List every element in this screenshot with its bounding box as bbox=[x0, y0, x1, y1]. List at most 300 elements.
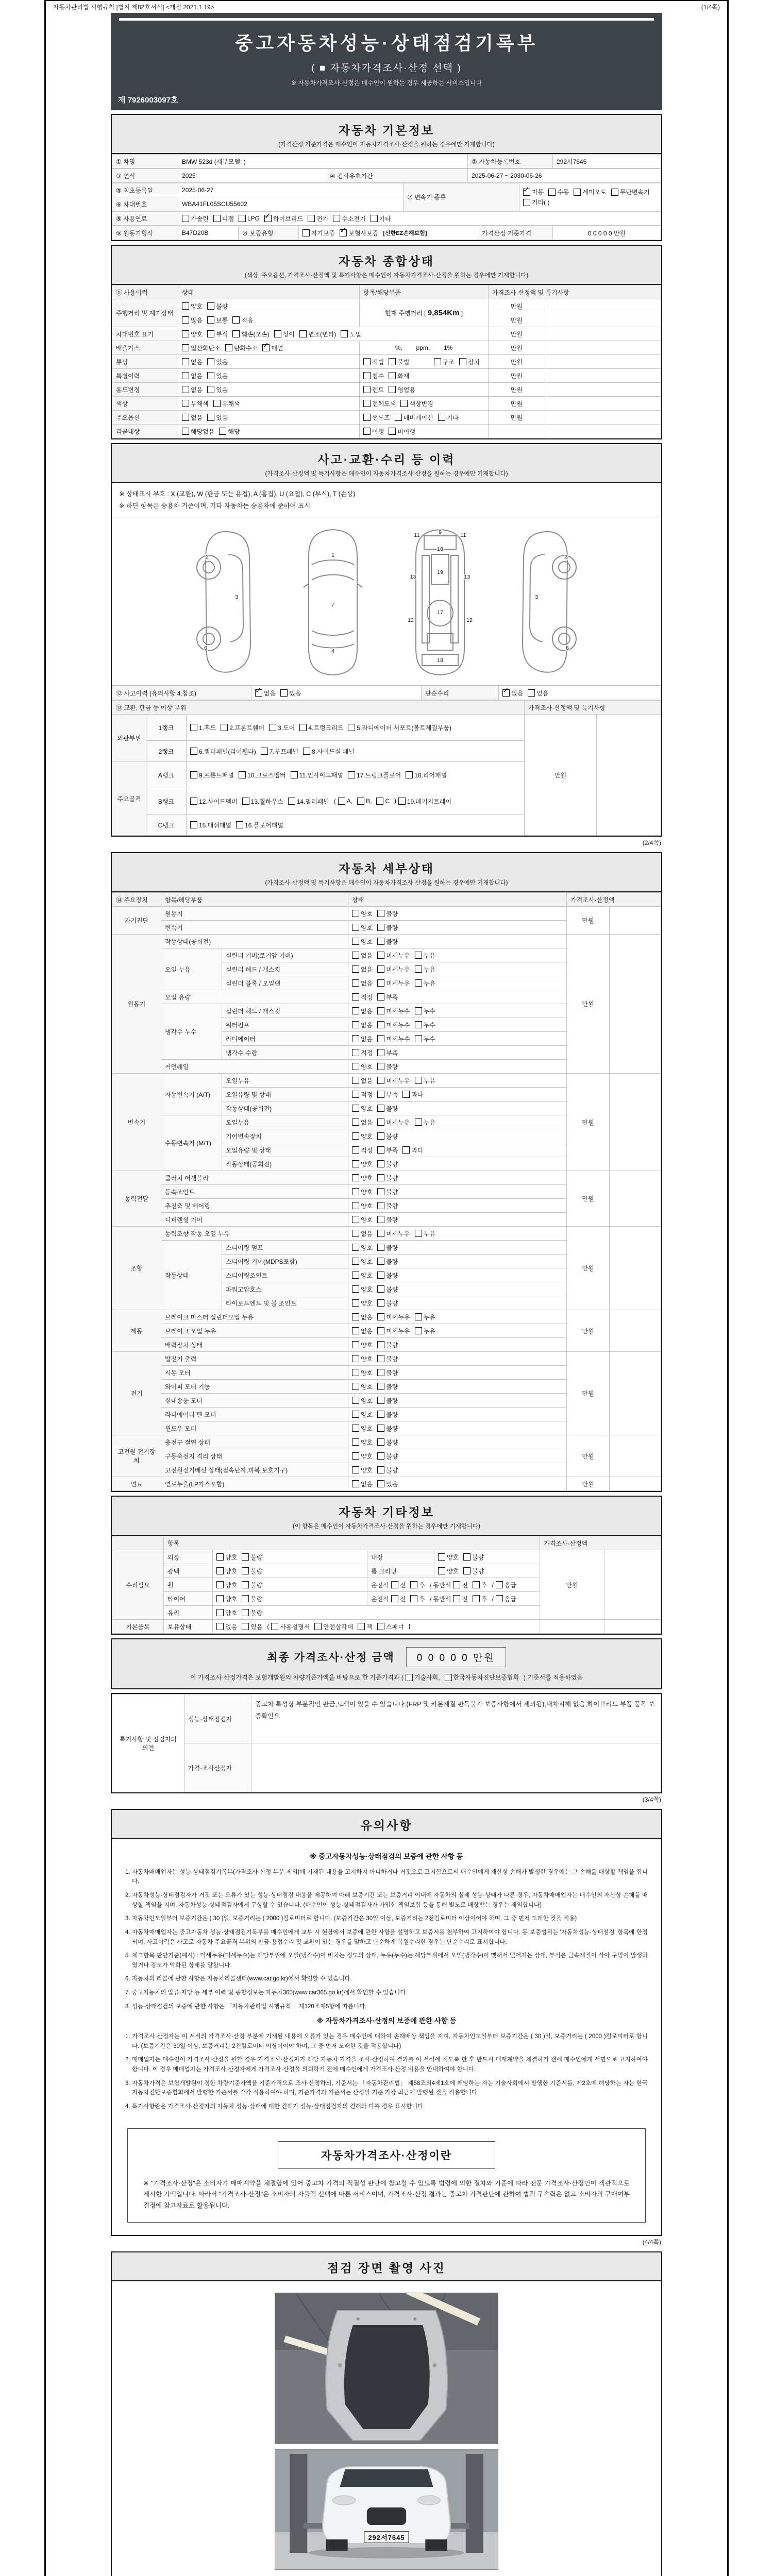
page-marker-3: (3/4쪽) bbox=[642, 1796, 661, 1803]
checkbox[interactable]: 12.사이드멤버 bbox=[190, 797, 238, 806]
checkbox[interactable]: 양호 bbox=[352, 1299, 373, 1308]
state-cell bbox=[213, 1578, 367, 1592]
checkbox[interactable]: 누유 bbox=[415, 1327, 435, 1335]
checkbox[interactable]: 누수 bbox=[415, 1035, 435, 1043]
checkbox[interactable]: 불량 bbox=[377, 1174, 398, 1182]
checkbox[interactable]: 있음 bbox=[207, 358, 228, 366]
checkbox[interactable]: B, bbox=[357, 798, 372, 805]
checkbox[interactable]: 양호 bbox=[352, 1243, 373, 1252]
note-cell bbox=[545, 425, 661, 438]
checkbox[interactable]: 수동 bbox=[548, 188, 569, 196]
checkbox[interactable]: 양호 bbox=[352, 1257, 373, 1266]
checkbox[interactable]: 양호 bbox=[352, 1424, 373, 1433]
checkbox[interactable]: 전 bbox=[453, 1581, 468, 1589]
checkbox[interactable]: 없음 bbox=[352, 965, 373, 974]
checkbox[interactable]: 후 bbox=[473, 1581, 488, 1589]
car-underbody-diagram bbox=[401, 524, 479, 679]
checkbox[interactable]: 세미오토 bbox=[574, 188, 606, 196]
checkbox[interactable]: 양호 bbox=[352, 1271, 373, 1280]
page-marker-4: (4/4쪽) bbox=[642, 2239, 661, 2246]
price-cell: 만원 bbox=[525, 715, 597, 836]
cell-label: 단순수리 bbox=[422, 686, 499, 700]
tuning-state bbox=[178, 355, 360, 369]
item-cell: 윈도우 모터 bbox=[161, 1421, 348, 1435]
item-cell: 와이퍼 모터 기능 bbox=[161, 1380, 348, 1394]
checkbox[interactable]: 불량 bbox=[377, 1188, 398, 1196]
checkbox[interactable]: 부족 bbox=[377, 1090, 398, 1099]
price-cell: 만원 bbox=[489, 355, 545, 369]
checkbox[interactable]: ✓ 매연 bbox=[262, 344, 283, 352]
checkbox[interactable]: 불량 bbox=[377, 1382, 398, 1391]
col-header: 항목/해당부품 bbox=[360, 285, 489, 299]
checkbox[interactable]: 불량 bbox=[242, 1553, 262, 1562]
diagram-number: 12 bbox=[408, 617, 414, 623]
color-item bbox=[360, 397, 489, 411]
cell-label: ④ 검사유효기간 bbox=[326, 169, 468, 183]
checkbox[interactable]: 양호 bbox=[182, 330, 203, 338]
checkbox[interactable]: 미세누유 bbox=[377, 1076, 410, 1085]
checkbox[interactable]: 도말 bbox=[341, 330, 361, 338]
checkbox[interactable]: 적정 bbox=[352, 1146, 373, 1155]
checkbox[interactable]: 스패너 bbox=[377, 1622, 404, 1631]
checkbox[interactable]: 없음 bbox=[182, 413, 203, 422]
state-cell bbox=[348, 1004, 567, 1018]
item-cell: 냉각수 수량 bbox=[222, 1046, 348, 1060]
checkbox[interactable]: 불량 bbox=[377, 1396, 398, 1405]
checkbox[interactable]: 불량 bbox=[377, 1104, 398, 1113]
checkbox[interactable]: 양호 bbox=[352, 923, 373, 932]
rank-cell: A랭크 bbox=[146, 762, 187, 788]
cell-label: ⑩ 보증유형 bbox=[239, 226, 299, 240]
checkbox[interactable]: 2.프론트휀더 bbox=[221, 723, 264, 732]
item-cell: 작동상태(공회전) bbox=[222, 1101, 348, 1115]
checkbox[interactable]: 누유 bbox=[415, 951, 435, 960]
diagram-number: 7 bbox=[331, 602, 334, 608]
checkbox[interactable]: 양호 bbox=[352, 1285, 373, 1294]
state-cell bbox=[348, 1296, 567, 1310]
state-cell bbox=[213, 1606, 540, 1620]
fuel-options bbox=[178, 212, 661, 226]
item-cell: 원동기 bbox=[161, 907, 348, 921]
checkbox[interactable]: 불량 bbox=[377, 1257, 398, 1266]
checkbox[interactable]: 누유 bbox=[415, 1313, 435, 1321]
checkbox[interactable]: 16.플로어패널 bbox=[236, 821, 283, 829]
checkbox[interactable]: 불량 bbox=[377, 1160, 398, 1168]
checkbox[interactable]: 적정 bbox=[352, 993, 373, 1002]
notice-item: 7. 중고자동차의 압류·저당 등 세부 이력 및 종합정보는 자동차365(www.car365.go.kr)에서 확인할 수 있습니다. bbox=[125, 1990, 408, 1996]
checkbox[interactable]: 적음 bbox=[232, 316, 253, 325]
vin-state bbox=[178, 327, 489, 341]
checkbox[interactable]: 불량 bbox=[463, 1567, 484, 1575]
checkbox[interactable]: 장치 bbox=[459, 358, 480, 366]
checkbox[interactable]: 18.리어패널 bbox=[406, 771, 447, 779]
checkbox[interactable]: 양호 bbox=[352, 1215, 373, 1224]
parts-checklist bbox=[187, 715, 525, 741]
state-cell bbox=[348, 1338, 567, 1352]
section-subtitle: (가격조사·산정액 및 특기사항은 매수인이 자동차가격조사·산정을 원하는 경우에만 기재합니다) bbox=[265, 880, 508, 886]
note-cell bbox=[610, 1227, 661, 1310]
checkbox[interactable]: 양호 bbox=[438, 1567, 459, 1575]
checkbox[interactable]: 미세누유 bbox=[377, 951, 410, 960]
checkbox[interactable]: 침수 bbox=[363, 371, 384, 380]
checkbox[interactable]: 부족 bbox=[377, 1048, 398, 1057]
checkbox[interactable]: 양호 bbox=[352, 1201, 373, 1210]
price-cell: 만원 bbox=[567, 1435, 610, 1477]
checkbox[interactable]: ✓ 하이브리드 bbox=[264, 214, 303, 223]
checkbox[interactable]: ✓ 보험사보증 bbox=[340, 229, 378, 238]
checkbox[interactable]: 불량 bbox=[377, 1201, 398, 1210]
checkbox[interactable]: 부족 bbox=[377, 993, 398, 1002]
checkbox[interactable]: 없음 bbox=[352, 1313, 373, 1321]
checkbox[interactable]: 19.패키지트레이 bbox=[398, 797, 451, 806]
checkbox[interactable]: 있음 bbox=[528, 689, 548, 698]
checkbox[interactable]: 많음 bbox=[182, 316, 203, 325]
checkbox[interactable]: 양호 bbox=[352, 1368, 373, 1377]
cell-label: 특별이력 bbox=[112, 369, 178, 383]
checkbox[interactable]: 없음 bbox=[352, 1021, 373, 1029]
checkbox[interactable]: 불량 bbox=[377, 937, 398, 946]
cell-value: 2025-06-27 bbox=[178, 183, 404, 197]
diagram-number: 4 bbox=[331, 648, 334, 654]
checkbox[interactable]: 불량 bbox=[377, 1452, 398, 1461]
checkbox[interactable]: 미세누유 bbox=[377, 1118, 410, 1127]
checkbox[interactable]: 과다 bbox=[402, 1146, 423, 1155]
checkbox[interactable]: 불량 bbox=[377, 1354, 398, 1363]
checkbox[interactable]: 불량 bbox=[463, 1553, 484, 1562]
checkbox[interactable]: 누수 bbox=[415, 1007, 435, 1015]
checkbox[interactable]: 없음 bbox=[352, 1007, 373, 1015]
group-cell: 원동기 bbox=[112, 935, 161, 1074]
inspector-opinion: 중고차 특성상 부분적인 판금,도색이 있을 수 있습니다.(FRP 및 카본재질 판독불가 보증사항에서 제외됨),내차피해 없음,하이브리드 부품 품목 보증확인요 bbox=[251, 1694, 661, 1743]
checkbox[interactable]: 영업용 bbox=[389, 385, 415, 394]
checkbox[interactable]: 화재 bbox=[389, 371, 409, 380]
checkbox[interactable]: 후 bbox=[410, 1581, 425, 1589]
checkbox[interactable]: 불량 bbox=[377, 1215, 398, 1224]
checkbox[interactable]: 네비게이션 bbox=[395, 413, 433, 422]
checkbox[interactable]: 불량 bbox=[377, 1062, 398, 1071]
cell-label: 튜닝 bbox=[112, 355, 178, 369]
checkbox[interactable]: 양호 bbox=[216, 1595, 237, 1603]
checkbox[interactable]: 일산화탄소 bbox=[182, 344, 221, 352]
checkbox[interactable]: 양호 bbox=[352, 1104, 373, 1113]
checkbox[interactable]: 7.루프패널 bbox=[261, 747, 298, 756]
checkbox[interactable]: 디젤 bbox=[213, 214, 234, 223]
checkbox[interactable]: 없음 bbox=[352, 1118, 373, 1127]
checkbox[interactable]: C bbox=[376, 798, 390, 805]
checkbox[interactable]: 불량 bbox=[377, 923, 398, 932]
checkbox[interactable]: 변조(변타) bbox=[299, 330, 336, 338]
group-cell: 수리필요 bbox=[112, 1550, 164, 1620]
checkbox[interactable]: 응급 bbox=[496, 1581, 516, 1589]
checkbox[interactable]: 양호 bbox=[352, 1062, 373, 1071]
checkbox[interactable]: 불량 bbox=[377, 1438, 398, 1447]
item-cell: 변속기 bbox=[161, 921, 348, 935]
checkbox[interactable]: 전기 bbox=[308, 214, 328, 223]
notice-item: 4. 자동차매매업자는 중고자동차 성능·상태점검기록부를 매수인에게 교부 시 현장에서 보증에 관한 사항을 설명하고 보증서를 첨부하여 고지하여야 합니다. 동 보증범위는 '자동차성능·상태점검' 항목에 한정되며, 사고이력은 사고로 자동차 주요골격 부위의 판금·용접수리 및 교환이 있는 경우를 말하고 단순하게 복원수리한 경우는 단순수리로 표시합니다. bbox=[125, 1929, 648, 1945]
note-cell bbox=[545, 369, 661, 383]
checkbox[interactable]: 11.인사이드패널 bbox=[291, 771, 343, 779]
checkbox[interactable]: 무단변속기 bbox=[611, 188, 650, 196]
checkbox[interactable]: 양호 bbox=[352, 1438, 373, 1447]
state-cell bbox=[213, 1592, 367, 1606]
checkbox[interactable]: 전 bbox=[453, 1595, 468, 1603]
checkbox[interactable]: 기타 bbox=[371, 214, 391, 223]
checkbox[interactable]: 유채색 bbox=[213, 399, 240, 408]
checkbox[interactable]: 없음 bbox=[216, 1622, 237, 1631]
checkbox[interactable]: 양호 bbox=[216, 1608, 237, 1617]
checkbox[interactable]: 해당 bbox=[219, 427, 240, 436]
checkbox[interactable]: 미세누수 bbox=[377, 1007, 410, 1015]
checkbox[interactable]: 불량 bbox=[377, 1132, 398, 1141]
document-number: 제 7926003097호 bbox=[118, 96, 178, 105]
state-cell bbox=[348, 1408, 567, 1421]
checkbox[interactable]: 양호 bbox=[438, 1553, 459, 1562]
checkbox[interactable]: ✓ 없음 bbox=[255, 689, 276, 698]
checkbox[interactable]: 없음 bbox=[352, 979, 373, 988]
col-header: 가격조사·산정액 및 특기사항 bbox=[489, 285, 661, 299]
checkbox[interactable]: 한국자동차진단보증협회 bbox=[445, 1673, 519, 1682]
checkbox[interactable]: 불량 bbox=[377, 1299, 398, 1308]
checkbox[interactable]: 양호 bbox=[352, 1160, 373, 1168]
detail-band bbox=[112, 853, 661, 892]
checkbox[interactable]: 훼손(오손) bbox=[232, 330, 269, 338]
checkbox[interactable]: 불량 bbox=[377, 1424, 398, 1433]
subgroup-cell: 수동변속기 (M/T) bbox=[161, 1115, 222, 1171]
checkbox[interactable]: 미세누수 bbox=[377, 1035, 410, 1043]
recall-item bbox=[360, 425, 489, 438]
item-cell: 라디에이터 bbox=[222, 1032, 348, 1046]
checkbox[interactable]: 양호 bbox=[352, 1466, 373, 1475]
checkbox[interactable]: 있음 bbox=[377, 1480, 398, 1488]
checkbox[interactable]: 양호 bbox=[352, 1132, 373, 1141]
checkbox[interactable]: 양호 bbox=[216, 1567, 237, 1575]
item-cell: 오일누유 bbox=[222, 1074, 348, 1088]
checkbox[interactable]: 있음 bbox=[280, 689, 301, 698]
warranty-options: 자가보증 ✓ 보험사보증 [신한EZ손해보험] bbox=[299, 226, 478, 240]
checkbox[interactable]: 있음 bbox=[207, 385, 228, 394]
state-cell bbox=[348, 1463, 567, 1477]
checkbox[interactable]: 양호 bbox=[352, 1341, 373, 1349]
checkbox[interactable]: A, bbox=[338, 798, 352, 805]
checkbox[interactable]: 기술사회, bbox=[406, 1673, 440, 1682]
item-cell: 스티어링 펌프 bbox=[222, 1241, 348, 1255]
checkbox[interactable]: 색상변경 bbox=[400, 399, 433, 408]
checkbox[interactable]: 안전삼각대 bbox=[314, 1622, 353, 1631]
checkbox[interactable]: 양호 bbox=[352, 1410, 373, 1419]
checkbox[interactable]: 누유 bbox=[415, 1229, 435, 1238]
checkbox[interactable]: 10.크로스멤버 bbox=[239, 771, 286, 779]
legend-note: ※ 하단 항목은 승용차 기준이며, 기타 자동차는 승용차에 준하여 표시 bbox=[119, 502, 311, 510]
checkbox[interactable]: 미세누유 bbox=[377, 965, 410, 974]
checkbox[interactable]: ✓ 자동 bbox=[523, 188, 544, 196]
col-header: ⑬ 교환, 판금 등 이상 부위 bbox=[112, 701, 525, 715]
checkbox[interactable]: 양호 bbox=[352, 909, 373, 918]
checkbox[interactable]: 9.프론트패널 bbox=[190, 771, 234, 779]
checkbox[interactable]: 보통 bbox=[207, 316, 228, 325]
item-cell: 추진축 및 베어링 bbox=[161, 1199, 348, 1213]
checkbox[interactable]: 부식 bbox=[207, 330, 228, 338]
state-cell bbox=[348, 1046, 567, 1060]
checkbox[interactable]: 4.트렁크리드 bbox=[299, 723, 343, 732]
checkbox[interactable]: 양호 bbox=[352, 937, 373, 946]
checkbox[interactable]: 없음 bbox=[352, 1327, 373, 1335]
checkbox[interactable]: 자가보증 bbox=[303, 229, 335, 238]
section-photos bbox=[111, 2251, 662, 2576]
checkbox[interactable]: 양호 bbox=[352, 1382, 373, 1391]
checkbox[interactable]: 양호 bbox=[352, 1396, 373, 1405]
cell-label: 휠 bbox=[164, 1578, 213, 1592]
checkbox[interactable]: 있음 bbox=[207, 371, 228, 380]
checkbox[interactable]: 이행 bbox=[363, 427, 384, 436]
checkbox[interactable]: 양호 bbox=[352, 1188, 373, 1196]
inspection-photo-hood bbox=[275, 2293, 498, 2444]
checkbox[interactable]: 적정 bbox=[352, 1048, 373, 1057]
checkbox[interactable]: 불량 bbox=[242, 1595, 262, 1603]
checkbox[interactable]: 양호 bbox=[216, 1553, 237, 1562]
checkbox[interactable]: 전체도색 bbox=[363, 399, 396, 408]
diagram-number: 13 bbox=[464, 574, 470, 580]
checkbox[interactable]: 불량 bbox=[242, 1567, 262, 1575]
item-cell: 오일누유 bbox=[222, 1115, 348, 1129]
section-title: 자동차 기본정보 bbox=[339, 124, 434, 137]
col-header: 항목/해당부품 bbox=[161, 893, 348, 907]
checkbox[interactable]: 양호 bbox=[352, 1452, 373, 1461]
checkbox[interactable]: 부족 bbox=[377, 1146, 398, 1155]
checkbox[interactable]: 없음 bbox=[352, 1480, 373, 1488]
rank-cell: C랭크 bbox=[146, 815, 187, 836]
checkbox[interactable]: 미세누유 bbox=[377, 1327, 410, 1335]
checkbox[interactable]: 없음 bbox=[352, 1035, 373, 1043]
note-cell bbox=[545, 327, 661, 341]
checkbox[interactable]: 해당없음 bbox=[182, 427, 214, 436]
checkbox[interactable]: 불량 bbox=[377, 1410, 398, 1419]
checkbox[interactable]: 6.쿼터패널(리어휀다) bbox=[190, 747, 256, 756]
checkbox[interactable]: 탄화수소 bbox=[225, 344, 258, 352]
checkbox[interactable]: 응급 bbox=[496, 1595, 516, 1603]
checkbox[interactable]: 불량 bbox=[377, 1271, 398, 1280]
checkbox[interactable]: 양호 bbox=[216, 1581, 237, 1589]
checkbox[interactable]: 불량 bbox=[377, 909, 398, 918]
checkbox[interactable]: 가솔린 bbox=[182, 214, 209, 223]
car-side-left-diagram bbox=[187, 524, 264, 679]
section-accident-history bbox=[111, 443, 662, 837]
col-header: 가격조사·산정액 및 특기사항 bbox=[525, 701, 661, 715]
price-cell: 만원 bbox=[540, 1550, 604, 1620]
checkbox[interactable]: 양호 bbox=[182, 302, 203, 311]
checkbox[interactable]: 5.라디에이터 서포트(볼트체결부품) bbox=[348, 723, 451, 732]
checkbox[interactable]: LPG bbox=[239, 215, 260, 222]
cell-value: BMW 523d (세부모델: ) bbox=[178, 155, 468, 168]
checkbox[interactable]: 미세누유 bbox=[377, 1313, 410, 1321]
checkbox[interactable]: 불량 bbox=[377, 1285, 398, 1294]
checkbox[interactable]: 15.대쉬패널 bbox=[190, 821, 231, 829]
note-cell bbox=[604, 1550, 661, 1620]
checkbox[interactable]: 불량 bbox=[377, 1368, 398, 1377]
checkbox[interactable]: 과다 bbox=[402, 1090, 423, 1099]
checkbox[interactable]: 있음 bbox=[207, 413, 228, 422]
item-cell: 실린더 커버(로커암 커버) bbox=[222, 948, 348, 962]
rank-cell: 1랭크 bbox=[146, 715, 187, 741]
item-cell: 실린더 헤드 / 개스킷 bbox=[222, 1004, 348, 1018]
checkbox[interactable]: 없음 bbox=[182, 358, 203, 366]
checkbox[interactable]: 불량 bbox=[207, 302, 228, 311]
checkbox[interactable]: 누수 bbox=[415, 1021, 435, 1029]
document-note: ※ 자동차가격조사·산정은 매수인이 원하는 경우 제공하는 서비스입니다 bbox=[291, 79, 482, 87]
checkbox[interactable]: 없음 bbox=[182, 371, 203, 380]
checkbox[interactable]: 있음 bbox=[242, 1622, 262, 1631]
group-cell: 기본품목 bbox=[112, 1620, 164, 1634]
price-cell: 만원 bbox=[567, 1477, 610, 1491]
checkbox[interactable]: 누유 bbox=[415, 965, 435, 974]
checkbox[interactable]: 기타 bbox=[438, 413, 459, 422]
checkbox[interactable]: 불량 bbox=[377, 1341, 398, 1349]
checkbox[interactable]: 8.사이드실 패널 bbox=[303, 747, 355, 756]
state-cell bbox=[348, 921, 567, 935]
checkbox[interactable]: 수소전기 bbox=[333, 214, 365, 223]
checkbox[interactable]: 불량 bbox=[377, 1466, 398, 1475]
checkbox[interactable]: 렌트 bbox=[363, 385, 384, 394]
section-subtitle: (가격산정 기준가격은 매수인이 자동차가격조사·산정을 원하는 경우에만 기재합니다) bbox=[278, 142, 495, 148]
checkbox[interactable]: 잭 bbox=[358, 1622, 373, 1631]
checkbox[interactable]: 무채색 bbox=[182, 399, 209, 408]
checkbox[interactable]: 없음 bbox=[182, 385, 203, 394]
checkbox[interactable]: 17.트렁크플로어 bbox=[348, 771, 401, 779]
checkbox[interactable]: 후 bbox=[473, 1595, 488, 1603]
checkbox[interactable]: 불량 bbox=[242, 1608, 262, 1617]
checkbox[interactable]: 1.후드 bbox=[190, 723, 216, 732]
checkbox[interactable]: 적법 bbox=[363, 358, 384, 366]
item-cell: 브레이크 마스터 실린더오일 누유 bbox=[161, 1310, 348, 1324]
state-cell bbox=[348, 1143, 567, 1157]
group-cell: 제동 bbox=[112, 1310, 161, 1352]
checkbox[interactable]: 누유 bbox=[415, 1076, 435, 1085]
checkbox[interactable]: 구조 bbox=[434, 358, 455, 366]
checkbox[interactable]: 기타( ) bbox=[523, 198, 550, 207]
state-cell bbox=[348, 1129, 567, 1143]
checkbox[interactable]: 미이행 bbox=[389, 427, 415, 436]
checkbox[interactable]: ✓ 없음 bbox=[502, 689, 523, 698]
parts-checklist: 12.사이드멤버 13.휠하우스 14.필러패널 ( A, B, C ) 19.패키지트레이 bbox=[187, 788, 525, 815]
checkbox[interactable]: 14.필러패널 bbox=[288, 797, 329, 806]
checkbox[interactable]: 전 bbox=[391, 1595, 406, 1603]
checkbox[interactable]: 불량 bbox=[242, 1581, 262, 1589]
checkbox[interactable]: 누유 bbox=[415, 979, 435, 988]
checkbox[interactable]: 13.휠하우스 bbox=[242, 797, 283, 806]
checkbox[interactable]: 미세누유 bbox=[377, 1229, 410, 1238]
checkbox[interactable]: 양호 bbox=[352, 1174, 373, 1182]
checkbox[interactable]: 미세누유 bbox=[377, 979, 410, 988]
checkbox[interactable]: 누유 bbox=[415, 1118, 435, 1127]
document-subtitle: ( ■ 자동차가격조사·산정 선택 ) bbox=[311, 63, 462, 74]
checkbox[interactable]: 없음 bbox=[352, 951, 373, 960]
checkbox[interactable]: 불법 bbox=[389, 358, 409, 366]
checkbox[interactable]: 적정 bbox=[352, 1090, 373, 1099]
checkbox[interactable]: 사용설명서 bbox=[271, 1622, 310, 1631]
checkbox[interactable]: 썬루프 bbox=[363, 413, 390, 422]
checkbox[interactable]: 3.도어 bbox=[269, 723, 295, 732]
checkbox[interactable]: 전 bbox=[391, 1581, 406, 1589]
checkbox[interactable]: 불량 bbox=[377, 1243, 398, 1252]
checkbox[interactable]: 후 bbox=[410, 1595, 425, 1603]
col-header: 항목 bbox=[164, 1536, 540, 1550]
checkbox[interactable]: 양호 bbox=[352, 1354, 373, 1363]
cell-value: 0 0 0 0 0 만원 bbox=[553, 226, 661, 240]
checkbox[interactable]: 미세누수 bbox=[377, 1021, 410, 1029]
checkbox[interactable]: 없음 bbox=[352, 1076, 373, 1085]
checkbox[interactable]: 없음 bbox=[352, 1229, 373, 1238]
diagram-number: 2 bbox=[564, 554, 567, 560]
checkbox[interactable]: 상이 bbox=[274, 330, 295, 338]
